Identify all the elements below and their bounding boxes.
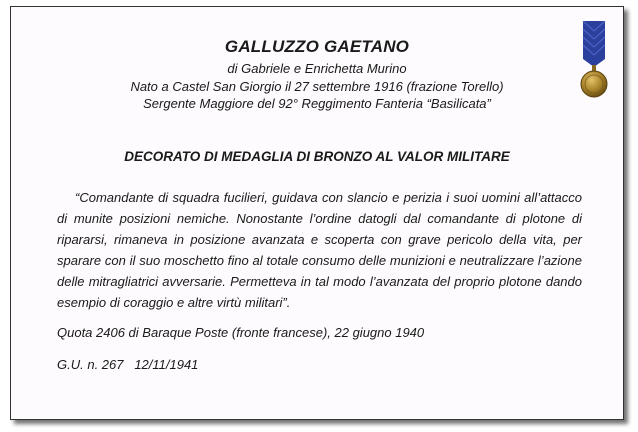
person-rank: Sergente Maggiore del 92° Reggimento Fanteria “Basilicata” <box>143 96 491 111</box>
person-header <box>11 37 623 113</box>
person-name: GALLUZZO GAETANO <box>224 37 410 56</box>
person-parents: di Gabriele e Enrichetta Murino <box>227 61 407 76</box>
citation-place-date: Quota 2406 di Baraque Poste (fronte francese), 22 giugno 1940 <box>57 325 425 340</box>
citation-text: “Comandante di squadra fucilieri, guidava con slancio e perizia i suoi uomini all’attacco di munite posizioni nemiche. Nonostante l’ordine datogli dal comandante di plotone di ripararsi, rimaneva in posizione avanzata e scoperta con grave pericolo della vita, per sparare con il suo moschetto fino al totale consumo delle munizioni e neutralizzare l’azione delle mitragliatrici avversarie. Permetteva in tal modo l’avanzata del proprio plotone dando esempio di coraggio e altre virtù militari”. <box>57 190 582 310</box>
person-birth: Nato a Castel San Giorgio il 27 settembre 1916 (frazione Torello) <box>130 78 504 94</box>
citation-card <box>10 6 624 420</box>
award-title: DECORATO DI MEDAGLIA DI BRONZO AL VALOR MILITARE <box>124 149 510 164</box>
gazette-reference: G.U. n. 267 12/11/1941 <box>57 357 199 372</box>
